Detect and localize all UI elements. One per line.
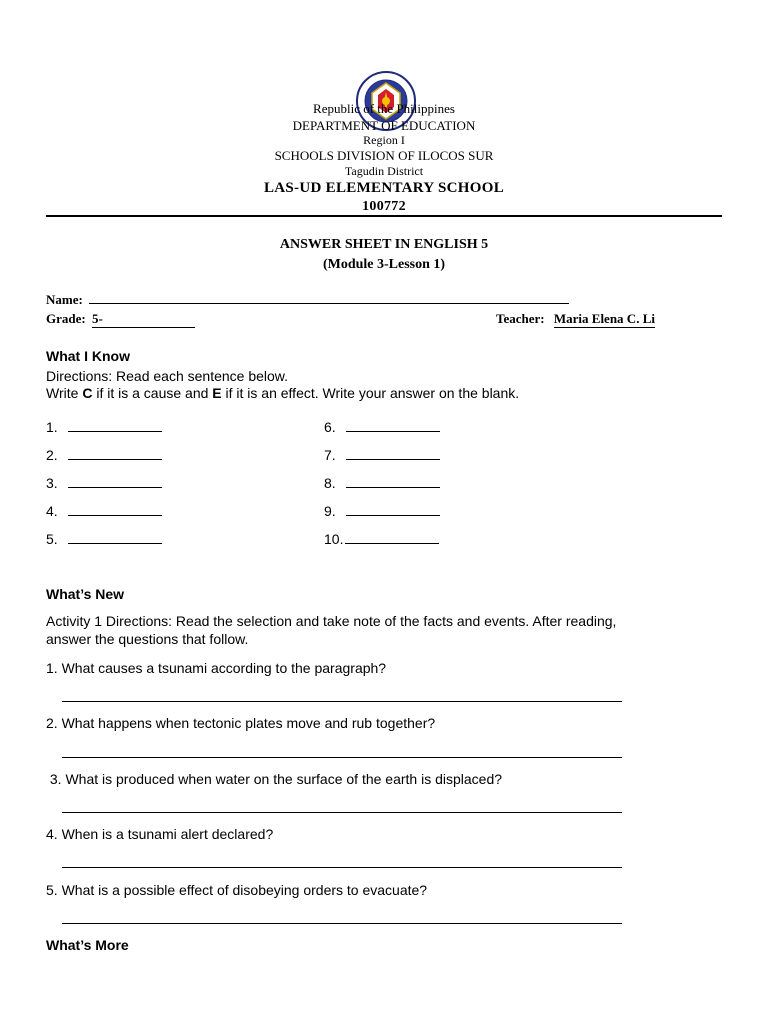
whats-new-directions-2: answer the questions that follow. — [46, 631, 249, 647]
region-line: Region I — [363, 133, 405, 147]
teacher-value: Maria Elena C. Li — [553, 311, 655, 326]
answer-item-5[interactable]: 5. — [46, 531, 162, 547]
grade-blank[interactable] — [92, 311, 195, 328]
grade-field[interactable] — [46, 311, 195, 328]
name-field[interactable] — [46, 291, 569, 308]
question-2: 2. What happens when tectonic plates move and rub together? — [46, 715, 436, 731]
answer-item-2[interactable]: 2. — [46, 447, 162, 463]
answer-blank[interactable] — [346, 447, 440, 460]
answer-item-7[interactable]: 7. — [324, 447, 440, 463]
question-5-answer-line[interactable] — [62, 922, 622, 924]
sheet-title: ANSWER SHEET IN ENGLISH 5 — [279, 237, 489, 252]
grade-value: 5- — [91, 311, 103, 326]
answer-item-1[interactable]: 1. — [46, 419, 162, 435]
header-divider — [46, 215, 722, 217]
republic-line: Republic of the Philippines — [313, 101, 455, 116]
cause-letter: C — [82, 385, 93, 401]
department-line: DEPARTMENT OF EDUCATION — [292, 118, 476, 133]
answer-item-8[interactable]: 8. — [324, 475, 440, 491]
grade-label: Grade: — [46, 311, 86, 326]
answer-blank[interactable] — [68, 447, 162, 460]
teacher-field — [496, 311, 655, 328]
answer-item-10[interactable]: 10. — [324, 531, 439, 547]
whats-new-directions-1: Activity 1 Directions: Read the selection and take note of the facts and events. After reading, — [46, 613, 617, 629]
answer-item-4[interactable]: 4. — [46, 503, 162, 519]
answer-blank[interactable] — [68, 475, 162, 488]
teacher-label: Teacher: — [496, 311, 545, 326]
answer-blank[interactable] — [346, 475, 440, 488]
name-blank[interactable] — [89, 291, 569, 304]
question-4-answer-line[interactable] — [62, 866, 622, 868]
question-1: 1. What causes a tsunami according to the paragraph? — [46, 660, 387, 676]
question-4: 4. When is a tsunami alert declared? — [46, 826, 274, 842]
whats-more-heading: What’s More — [46, 937, 129, 953]
answer-blank[interactable] — [346, 419, 440, 432]
school-name: LAS-UD ELEMENTARY SCHOOL — [263, 180, 505, 196]
name-label: Name: — [46, 292, 83, 307]
district-line: Tagudin District — [344, 164, 424, 178]
division-line: SCHOOLS DIVISION OF ILOCOS SUR — [274, 148, 494, 163]
answer-item-9[interactable]: 9. — [324, 503, 440, 519]
sheet-subtitle: (Module 3-Lesson 1) — [322, 257, 446, 272]
answer-item-6[interactable]: 6. — [324, 419, 440, 435]
what-i-know-heading: What I Know — [46, 348, 130, 364]
whats-new-heading: What’s New — [46, 586, 125, 602]
answer-blank[interactable] — [345, 531, 439, 544]
question-3-answer-line[interactable] — [62, 811, 622, 813]
question-2-answer-line[interactable] — [62, 756, 622, 758]
answer-blank[interactable] — [68, 531, 162, 544]
answer-blank[interactable] — [68, 503, 162, 516]
question-1-answer-line[interactable] — [62, 700, 622, 702]
answer-blank[interactable] — [346, 503, 440, 516]
school-id: 100772 — [362, 199, 406, 214]
question-5: 5. What is a possible effect of disobeying orders to evacuate? — [46, 882, 428, 898]
what-i-know-directions-1: Directions: Read each sentence below. — [46, 368, 289, 384]
effect-letter: E — [212, 385, 222, 401]
question-3: 3. What is produced when water on the surface of the earth is displaced? — [46, 771, 503, 787]
answer-blank[interactable] — [68, 419, 162, 432]
what-i-know-directions-2: Write C if it is a cause and E if it is an effect. Write your answer on the blank. — [46, 385, 520, 401]
answer-item-3[interactable]: 3. — [46, 475, 162, 491]
